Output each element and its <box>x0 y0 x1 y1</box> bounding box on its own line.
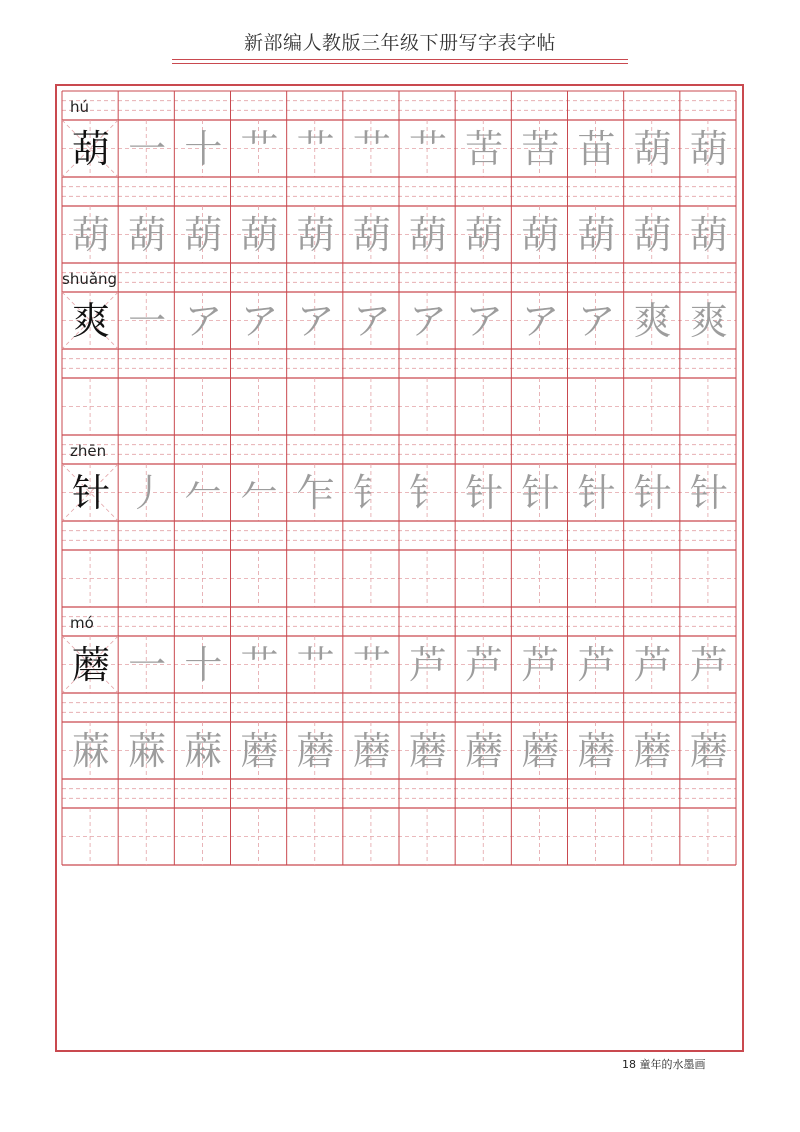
practice-character: 葫 <box>296 213 335 257</box>
stroke-order-step: 钅 <box>408 471 447 515</box>
stroke-order-step: ア <box>240 299 279 343</box>
stroke-order-step: 爽 <box>633 299 672 343</box>
stroke-order-step: 针 <box>633 471 672 515</box>
practice-character: 葫 <box>71 213 110 257</box>
stroke-order-step: 丿 <box>128 471 167 515</box>
stroke-order-step: 芦 <box>577 643 616 687</box>
stroke-order-step: ア <box>465 299 504 343</box>
model-character: 爽 <box>71 299 110 343</box>
practice-character: 蘑 <box>296 729 335 773</box>
model-character: 蘑 <box>71 643 110 687</box>
page-number: 18 <box>622 1058 636 1071</box>
practice-character: 蔴 <box>128 729 167 773</box>
stroke-order-step: 一 <box>128 643 167 687</box>
stroke-order-step: 十 <box>184 643 223 687</box>
stroke-order-step: 钅 <box>352 471 391 515</box>
page-footer <box>622 1056 706 1072</box>
stroke-order-step: ア <box>184 299 223 343</box>
stroke-order-step: ア <box>408 299 447 343</box>
pinyin-label: zhēn <box>70 442 107 460</box>
practice-character: 葫 <box>521 213 560 257</box>
stroke-order-step: 针 <box>577 471 616 515</box>
stroke-order-step: 𠂉 <box>240 471 279 515</box>
stroke-order-step: 苦 <box>521 127 560 171</box>
stroke-order-step: 芦 <box>689 643 728 687</box>
stroke-order-step: 艹 <box>408 127 447 171</box>
stroke-order-step: 一 <box>128 127 167 171</box>
stroke-order-step: 苦 <box>465 127 504 171</box>
stroke-order-step: 爽 <box>689 299 728 343</box>
practice-character: 葫 <box>465 213 504 257</box>
stroke-order-step: 艹 <box>352 127 391 171</box>
stroke-order-step: 艹 <box>240 643 279 687</box>
stroke-order-step: 艹 <box>352 643 391 687</box>
stroke-order-step: ア <box>352 299 391 343</box>
practice-character: 蘑 <box>633 729 672 773</box>
stroke-order-step: 乍 <box>296 471 335 515</box>
stroke-order-step: 葫 <box>633 127 672 171</box>
stroke-order-step: 十 <box>184 127 223 171</box>
stroke-order-step: 艹 <box>296 127 335 171</box>
stroke-order-step: ア <box>296 299 335 343</box>
practice-character: 蘑 <box>240 729 279 773</box>
pinyin-label: mó <box>70 614 94 632</box>
stroke-order-step: 针 <box>689 471 728 515</box>
stroke-order-step: 𠂉 <box>184 471 223 515</box>
stroke-order-step: 葫 <box>689 127 728 171</box>
practice-character: 葫 <box>633 213 672 257</box>
stroke-order-step: 芦 <box>521 643 560 687</box>
practice-character: 蔴 <box>71 729 110 773</box>
practice-character: 葫 <box>408 213 447 257</box>
practice-character: 葫 <box>577 213 616 257</box>
pinyin-label: hú <box>70 98 90 116</box>
model-character: 针 <box>71 471 110 515</box>
practice-character: 蘑 <box>521 729 560 773</box>
practice-character: 葫 <box>689 213 728 257</box>
practice-character: 蘑 <box>689 729 728 773</box>
practice-character: 蘑 <box>465 729 504 773</box>
lesson-title: 童年的水墨画 <box>639 1058 706 1071</box>
practice-character: 蘑 <box>408 729 447 773</box>
practice-character: 蔴 <box>184 729 223 773</box>
practice-character: 葫 <box>128 213 167 257</box>
page-title: 新部编人教版三年级下册写字表字帖 <box>243 32 556 54</box>
stroke-order-step: 针 <box>465 471 504 515</box>
practice-character: 葫 <box>184 213 223 257</box>
stroke-order-step: 一 <box>128 299 167 343</box>
stroke-order-step: ア <box>521 299 560 343</box>
practice-character: 蘑 <box>352 729 391 773</box>
stroke-order-step: 苗 <box>577 127 616 171</box>
stroke-order-step: 芦 <box>465 643 504 687</box>
pinyin-label: shuǎng <box>62 270 118 288</box>
practice-character: 葫 <box>240 213 279 257</box>
stroke-order-step: ア <box>577 299 616 343</box>
practice-character: 葫 <box>352 213 391 257</box>
stroke-order-step: 芦 <box>633 643 672 687</box>
stroke-order-step: 艹 <box>296 643 335 687</box>
stroke-order-step: 艹 <box>240 127 279 171</box>
stroke-order-step: 芦 <box>408 643 447 687</box>
practice-character: 蘑 <box>577 729 616 773</box>
model-character: 葫 <box>71 127 110 171</box>
stroke-order-step: 针 <box>521 471 560 515</box>
